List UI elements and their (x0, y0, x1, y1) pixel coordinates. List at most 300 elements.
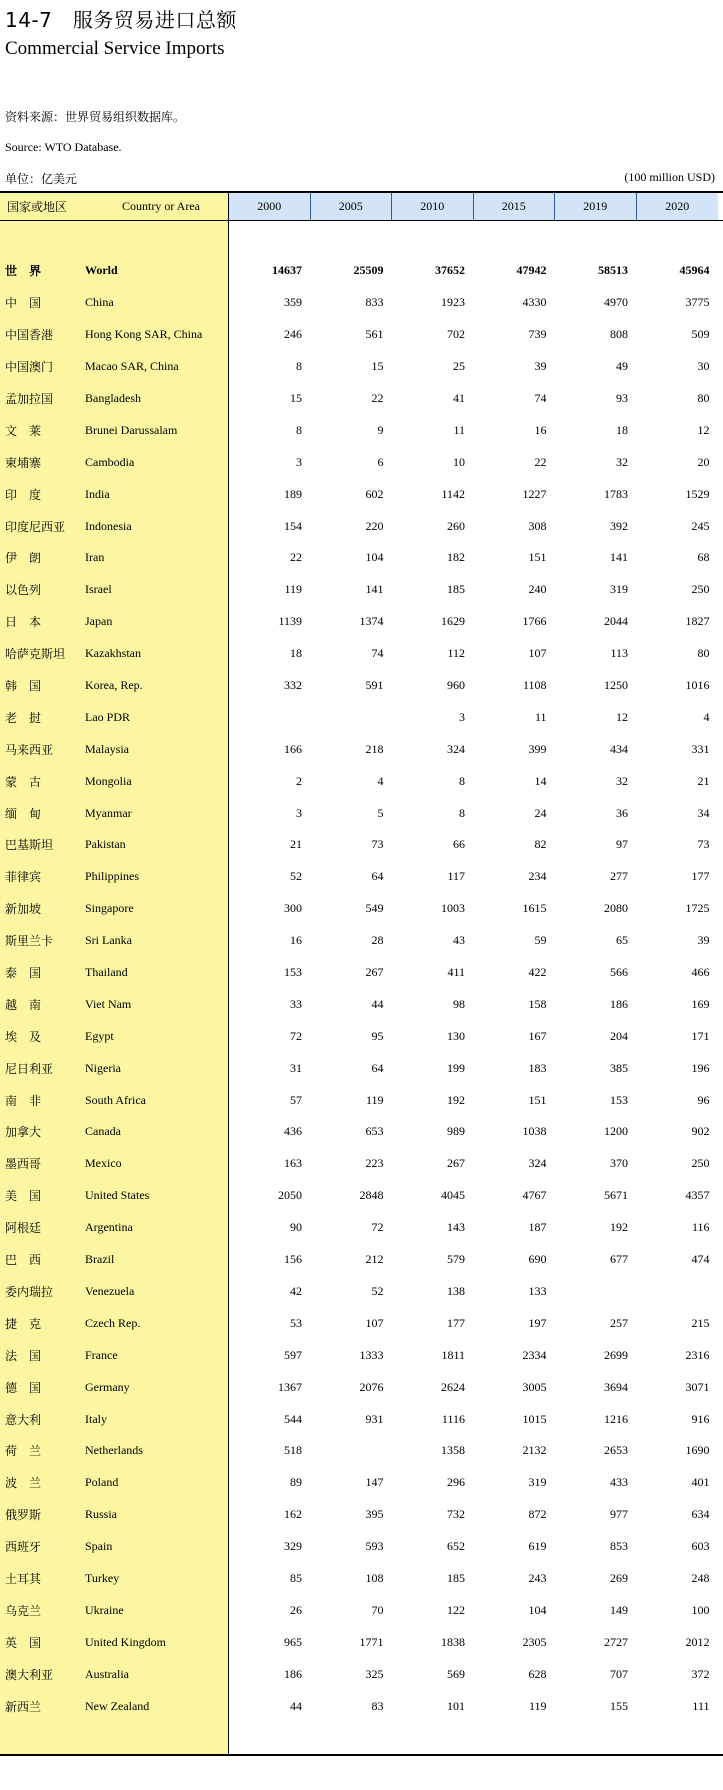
area-name-en: France (85, 1347, 118, 1362)
table-row (0, 670, 723, 702)
value-cell: 250 (691, 1156, 710, 1171)
area-name-cn: 尼日利亚 (5, 1061, 54, 1076)
area-name-cn: 乌克兰 (5, 1603, 42, 1618)
value-cell: 166 (284, 741, 302, 756)
value-cell: 80 (697, 391, 710, 405)
value-cell: 44 (290, 1698, 302, 1713)
value-cell: 153 (610, 1092, 628, 1107)
value-cell: 872 (528, 1507, 547, 1522)
value-cell: 189 (284, 486, 302, 501)
value-cell: 1529 (685, 486, 710, 501)
value-cell: 12 (697, 422, 710, 437)
area-name-cn: 韩 国 (5, 679, 42, 694)
value-cell: 72 (371, 1220, 384, 1235)
table-row (0, 1499, 723, 1531)
area-name-en: Malaysia (85, 741, 129, 756)
value-cell: 12 (616, 709, 628, 724)
value-cell: 243 (528, 1570, 547, 1585)
value-cell: 931 (365, 1411, 384, 1426)
value-cell: 372 (691, 1666, 710, 1681)
value-cell: 14 (534, 773, 547, 788)
value-cell: 163 (284, 1156, 302, 1171)
area-name-en: United Kingdom (85, 1634, 166, 1649)
value-cell: 15 (290, 391, 302, 405)
value-cell: 434 (610, 741, 628, 756)
value-cell: 989 (447, 1124, 465, 1139)
value-cell: 39 (534, 359, 547, 374)
value-cell: 24 (534, 805, 547, 820)
value-cell: 33 (290, 996, 302, 1011)
value-cell: 4330 (522, 295, 547, 310)
value-cell: 192 (610, 1220, 628, 1235)
value-cell: 73 (697, 837, 710, 852)
area-name-cn: 法 国 (5, 1348, 42, 1363)
value-cell: 21 (697, 773, 710, 788)
value-cell: 83 (371, 1698, 384, 1713)
value-cell: 2080 (604, 901, 628, 916)
value-cell: 49 (616, 359, 628, 374)
value-cell: 324 (447, 741, 465, 756)
value-cell: 329 (284, 1539, 302, 1554)
value-cell: 153 (284, 965, 302, 980)
area-name-en: Korea, Rep. (85, 678, 143, 693)
area-name-cn: 澳大利亚 (5, 1667, 54, 1682)
value-cell: 2305 (522, 1634, 547, 1649)
area-name-cn: 以色列 (5, 583, 42, 598)
area-name-en: Brunei Darussalam (85, 422, 178, 437)
area-name-cn: 伊 朗 (5, 551, 42, 566)
area-name-cn: 马来西亚 (5, 742, 54, 757)
value-cell: 199 (447, 1060, 465, 1075)
area-name-en: Viet Nam (85, 996, 132, 1011)
value-cell: 1725 (685, 901, 710, 916)
area-name-en: Russia (85, 1507, 118, 1522)
value-cell: 1766 (522, 614, 547, 629)
value-cell: 22 (534, 454, 547, 469)
value-cell: 192 (447, 1092, 465, 1107)
table-row (0, 893, 723, 925)
value-cell: 1250 (604, 678, 628, 693)
area-name-en: Spain (85, 1539, 113, 1554)
value-cell: 73 (371, 837, 384, 852)
value-cell: 2044 (604, 614, 628, 629)
value-cell: 28 (371, 933, 384, 948)
value-cell: 707 (610, 1666, 628, 1681)
value-cell: 1783 (604, 486, 628, 501)
area-name-cn: 德 国 (5, 1380, 42, 1395)
value-cell: 119 (284, 582, 302, 597)
value-cell: 2334 (522, 1347, 547, 1362)
value-cell: 1771 (359, 1634, 384, 1649)
value-cell: 18 (616, 422, 628, 437)
table-row (0, 957, 723, 989)
value-cell: 119 (365, 1092, 384, 1107)
area-name-cn: 新西兰 (5, 1699, 42, 1714)
value-cell: 597 (284, 1347, 302, 1362)
value-cell: 385 (610, 1060, 628, 1075)
area-name-en: Egypt (85, 1028, 114, 1043)
value-cell: 218 (365, 741, 384, 756)
value-cell: 2132 (522, 1443, 547, 1458)
table-row (0, 1339, 723, 1371)
table-row (0, 1658, 723, 1690)
table-row (0, 606, 723, 638)
value-cell: 45964 (679, 263, 710, 278)
value-cell: 167 (528, 1028, 547, 1043)
area-name-cn: 印 度 (5, 487, 42, 502)
value-cell: 212 (365, 1252, 384, 1267)
area-name-cn: 荷 兰 (5, 1444, 42, 1459)
value-cell: 960 (447, 678, 465, 693)
value-cell: 37652 (435, 263, 465, 278)
value-cell: 57 (290, 1092, 302, 1107)
area-name-cn: 孟加拉国 (5, 392, 54, 406)
value-cell: 70 (371, 1602, 384, 1617)
value-cell: 853 (610, 1539, 628, 1554)
value-cell: 151 (528, 550, 547, 565)
area-name-cn: 文 莱 (5, 423, 42, 438)
value-cell: 107 (365, 1315, 384, 1330)
source-note-en: Source: WTO Database. (5, 140, 122, 154)
value-cell: 149 (610, 1602, 628, 1617)
value-cell: 90 (290, 1220, 302, 1235)
value-cell: 1358 (441, 1443, 465, 1458)
table-row (0, 542, 723, 574)
area-name-en: Ukraine (85, 1602, 124, 1617)
area-name-en: New Zealand (85, 1698, 150, 1713)
value-cell: 143 (447, 1220, 465, 1235)
value-cell: 332 (284, 678, 302, 693)
area-name-cn: 巴基斯坦 (5, 838, 54, 853)
value-cell: 277 (610, 869, 628, 884)
table-row (0, 1563, 723, 1595)
value-cell: 4767 (522, 1188, 547, 1203)
value-cell: 74 (534, 391, 547, 405)
value-cell: 20 (697, 454, 710, 469)
value-cell: 89 (290, 1475, 302, 1490)
value-cell: 65 (616, 933, 628, 948)
value-cell: 4045 (441, 1188, 465, 1203)
area-name-en: World (85, 263, 118, 278)
value-cell: 26 (290, 1602, 302, 1617)
value-cell: 25509 (353, 263, 384, 278)
value-cell: 3 (459, 709, 465, 724)
value-cell: 8 (459, 805, 465, 820)
value-cell: 107 (528, 646, 547, 661)
value-cell: 1116 (441, 1411, 465, 1426)
value-cell: 422 (528, 965, 547, 980)
table-row (0, 1307, 723, 1339)
value-cell: 331 (691, 741, 710, 756)
value-cell: 11 (534, 709, 547, 724)
unit-label-en: (100 million USD) (624, 170, 715, 184)
table-row (0, 1626, 723, 1658)
value-cell: 30 (697, 359, 710, 374)
table-row (0, 351, 723, 383)
value-cell: 8 (459, 773, 465, 788)
value-cell: 162 (284, 1507, 302, 1522)
area-name-cn: 斯里兰卡 (5, 934, 54, 949)
header-area-en: Country or Area (122, 199, 200, 213)
table-row (0, 1052, 723, 1084)
area-name-en: Philippines (85, 869, 140, 884)
value-cell: 593 (365, 1539, 384, 1554)
value-cell: 296 (447, 1475, 465, 1490)
value-cell: 2624 (441, 1379, 465, 1394)
value-cell: 433 (610, 1475, 628, 1490)
value-cell: 474 (691, 1252, 710, 1267)
value-cell: 267 (447, 1156, 465, 1171)
area-name-en: China (85, 295, 114, 310)
value-cell: 9 (377, 422, 384, 437)
value-cell: 141 (610, 550, 628, 565)
value-cell: 1139 (278, 614, 302, 629)
value-cell: 1615 (522, 901, 547, 916)
value-cell: 1015 (522, 1411, 547, 1426)
table-title-cn: 14-7 服务贸易进口总额 (5, 8, 237, 32)
area-name-en: United States (85, 1188, 150, 1203)
table-row (0, 510, 723, 542)
value-cell: 196 (691, 1060, 710, 1075)
area-name-en: Italy (85, 1411, 107, 1426)
value-cell: 1038 (522, 1124, 547, 1139)
table-row (0, 1403, 723, 1435)
value-cell: 101 (447, 1698, 465, 1713)
table-row (0, 1148, 723, 1180)
area-name-en: Netherlands (85, 1443, 143, 1458)
value-cell: 43 (453, 933, 465, 948)
value-cell: 319 (610, 582, 628, 597)
value-cell: 155 (610, 1698, 628, 1713)
value-cell: 569 (447, 1666, 465, 1681)
value-cell: 250 (691, 582, 710, 597)
value-cell: 1374 (359, 614, 384, 629)
value-cell: 97 (616, 837, 628, 852)
value-cell: 1200 (604, 1124, 628, 1139)
area-name-cn: 中国香港 (5, 328, 54, 343)
value-cell: 177 (447, 1315, 465, 1330)
value-cell: 72 (290, 1028, 302, 1043)
table-row (0, 255, 723, 287)
value-cell: 1108 (522, 678, 547, 693)
value-cell: 566 (610, 965, 628, 980)
area-name-cn: 英 国 (5, 1635, 42, 1650)
table-bottom-rule (0, 1754, 723, 1756)
area-name-en: Hong Kong SAR, China (85, 327, 203, 342)
value-cell: 1216 (604, 1411, 628, 1426)
table-row (0, 1180, 723, 1212)
area-name-en: Mongolia (85, 773, 132, 788)
area-name-en: Lao PDR (85, 709, 130, 724)
value-cell: 977 (610, 1507, 628, 1522)
value-cell: 2 (296, 773, 302, 788)
table-row (0, 1690, 723, 1722)
table-row (0, 925, 723, 957)
value-cell: 399 (528, 741, 547, 756)
value-cell: 104 (365, 550, 384, 565)
value-cell: 549 (365, 901, 384, 916)
value-cell: 104 (528, 1602, 547, 1617)
value-cell: 223 (365, 1156, 384, 1171)
value-cell: 319 (528, 1475, 547, 1490)
value-cell: 156 (284, 1252, 302, 1267)
value-cell: 58513 (598, 263, 628, 278)
value-cell: 308 (528, 518, 547, 533)
value-cell: 246 (284, 327, 302, 342)
value-cell: 628 (528, 1666, 547, 1681)
value-cell: 260 (447, 518, 465, 533)
table-row (0, 1212, 723, 1244)
value-cell: 169 (691, 996, 710, 1011)
value-cell: 147 (365, 1475, 384, 1490)
value-cell: 108 (365, 1570, 384, 1585)
area-name-en: Japan (85, 614, 113, 629)
value-cell: 3 (296, 454, 302, 469)
value-cell: 186 (610, 996, 628, 1011)
value-cell: 591 (365, 678, 384, 693)
area-name-en: Poland (85, 1475, 119, 1490)
table-row (0, 1020, 723, 1052)
value-cell: 411 (447, 965, 465, 980)
value-cell: 68 (697, 550, 710, 565)
area-name-cn: 土耳其 (5, 1571, 42, 1586)
value-cell: 3005 (522, 1379, 547, 1394)
area-name-cn: 哈萨克斯坦 (5, 647, 66, 662)
value-cell: 182 (447, 550, 465, 565)
value-cell: 240 (528, 582, 547, 597)
area-name-en: Mexico (85, 1156, 122, 1171)
value-cell: 4 (377, 773, 384, 788)
area-name-en: Australia (85, 1666, 129, 1681)
value-cell: 11 (453, 422, 465, 437)
value-cell: 21 (290, 837, 302, 852)
table-row (0, 1435, 723, 1467)
value-cell: 2653 (604, 1443, 628, 1458)
value-cell: 359 (284, 295, 302, 310)
area-name-en: Germany (85, 1379, 130, 1394)
table-row (0, 733, 723, 765)
value-cell: 122 (447, 1602, 465, 1617)
value-cell: 2848 (359, 1188, 384, 1203)
table-row (0, 765, 723, 797)
value-cell: 31 (290, 1060, 302, 1075)
value-cell: 154 (284, 518, 302, 533)
value-cell: 64 (371, 869, 384, 884)
value-cell: 2012 (685, 1634, 710, 1649)
area-name-en: Singapore (85, 901, 134, 916)
area-name-cn: 缅 甸 (5, 806, 42, 821)
value-cell: 509 (691, 327, 710, 342)
value-cell: 185 (447, 582, 465, 597)
area-name-en: Israel (85, 582, 112, 597)
value-cell: 652 (447, 1539, 465, 1554)
value-cell: 93 (616, 391, 628, 405)
value-cell: 1923 (441, 295, 465, 310)
value-cell: 1003 (441, 901, 465, 916)
table-header (0, 193, 723, 221)
value-cell: 183 (528, 1060, 547, 1075)
value-cell: 634 (691, 1507, 710, 1522)
value-cell: 392 (610, 518, 628, 533)
value-cell: 18 (290, 646, 302, 661)
value-cell: 42 (290, 1283, 302, 1298)
value-cell: 22 (371, 391, 384, 405)
area-name-en: Macao SAR, China (85, 359, 179, 374)
value-cell: 185 (447, 1570, 465, 1585)
table-row (0, 1531, 723, 1563)
value-cell: 186 (284, 1666, 302, 1681)
area-name-cn: 日 本 (5, 615, 42, 630)
value-cell: 47942 (516, 263, 547, 278)
unit-label-cn: 单位：亿美元 (5, 172, 78, 186)
value-cell: 619 (528, 1539, 547, 1554)
table-row (0, 797, 723, 829)
area-name-cn: 美 国 (5, 1189, 42, 1204)
value-cell: 53 (290, 1315, 302, 1330)
value-cell: 85 (290, 1570, 302, 1585)
value-cell: 269 (610, 1570, 628, 1585)
value-cell: 561 (365, 327, 384, 342)
value-cell: 2316 (685, 1347, 710, 1362)
table-body (0, 255, 723, 1722)
table-row (0, 861, 723, 893)
value-cell: 2076 (359, 1379, 384, 1394)
area-name-en: Brazil (85, 1252, 115, 1267)
area-name-cn: 蒙 古 (5, 774, 42, 789)
value-cell: 82 (534, 837, 547, 852)
area-name-cn: 老 挝 (5, 710, 42, 725)
value-cell: 732 (447, 1507, 465, 1522)
area-name-cn: 菲律宾 (5, 870, 42, 885)
value-cell: 52 (371, 1283, 384, 1298)
value-cell: 300 (284, 901, 302, 916)
value-cell: 370 (610, 1156, 628, 1171)
value-cell: 141 (365, 582, 384, 597)
header-year: 2005 (311, 193, 393, 220)
value-cell: 1142 (441, 486, 465, 501)
area-name-cn: 捷 克 (5, 1316, 42, 1331)
area-name-cn: 委内瑞拉 (5, 1284, 54, 1299)
value-cell: 138 (447, 1283, 465, 1298)
table-row (0, 414, 723, 446)
value-cell: 80 (697, 646, 710, 661)
area-name-en: India (85, 486, 110, 501)
value-cell: 234 (528, 869, 547, 884)
value-cell: 15 (371, 359, 384, 374)
value-cell: 117 (447, 869, 465, 884)
value-cell: 1333 (359, 1347, 384, 1362)
value-cell: 22 (290, 550, 302, 565)
value-cell: 602 (365, 486, 384, 501)
value-cell: 4 (703, 709, 710, 724)
area-name-cn: 中 国 (5, 296, 42, 311)
value-cell: 8 (296, 422, 302, 437)
value-cell: 39 (697, 933, 710, 948)
value-cell: 267 (365, 965, 384, 980)
area-name-cn: 越 南 (5, 997, 42, 1012)
value-cell: 66 (453, 837, 465, 852)
value-cell: 579 (447, 1252, 465, 1267)
value-cell: 436 (284, 1124, 302, 1139)
table-row (0, 829, 723, 861)
header-year: 2000 (229, 193, 311, 220)
area-name-cn: 中国澳门 (5, 360, 54, 375)
value-cell: 1811 (441, 1347, 465, 1362)
value-cell: 158 (528, 996, 547, 1011)
value-cell: 220 (365, 518, 384, 533)
value-cell: 690 (528, 1252, 547, 1267)
area-name-cn: 加拿大 (5, 1125, 42, 1140)
